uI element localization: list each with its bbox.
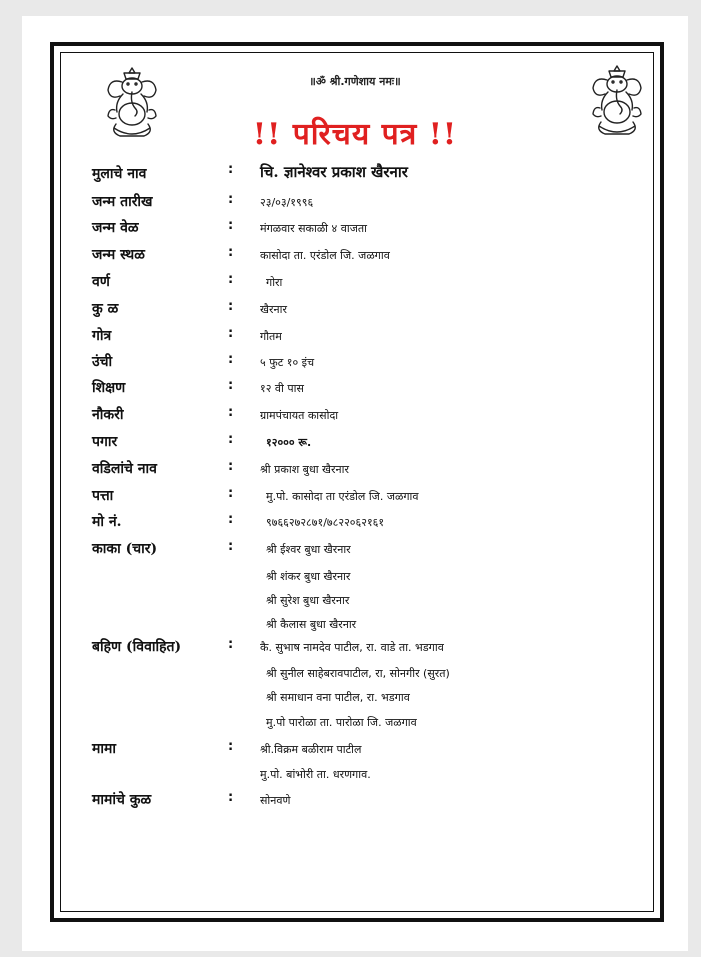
field-label: काका (चार) <box>92 541 158 557</box>
field-value: श्री.विक्रम बळीराम पाटील <box>260 743 362 756</box>
field-label: पगार <box>92 434 118 450</box>
field-value: कै. सुभाष नामदेव पाटील, रा. वाडे ता. भडगाव <box>260 641 444 654</box>
page-title: !! परिचय पत्र !! <box>252 117 458 152</box>
field-colon: : <box>228 405 234 420</box>
biodata-page <box>22 16 688 951</box>
field-value: ग्रामपंचायत कासोदा <box>260 409 339 422</box>
field-colon: : <box>228 378 234 393</box>
field-colon: : <box>228 326 234 341</box>
field-value: मु.पो. कासोदा ता एरंडोल जि. जळगाव <box>266 490 419 503</box>
field-value: श्री ईश्वर बुधा खैरनार <box>266 543 351 556</box>
field-label: पत्ता <box>92 488 114 504</box>
field-value: गोरा <box>266 276 283 289</box>
invocation-text: ॥ॐ श्री.गणेशाय नमः॥ <box>309 75 401 88</box>
field-colon: : <box>228 162 234 177</box>
field-value: श्री समाधान वना पाटील, रा. भडगाव <box>266 691 410 704</box>
field-value: सोनवणे <box>260 794 291 807</box>
field-value: कासोदा ता. एरंडोल जि. जळगाव <box>260 249 390 262</box>
field-colon: : <box>228 512 234 527</box>
field-colon: : <box>228 245 234 260</box>
field-colon: : <box>228 790 234 805</box>
field-label: गोत्र <box>92 328 112 344</box>
field-value: ९७६६२७२८७१/७८२२०६२१६१ <box>266 516 385 529</box>
field-colon: : <box>228 459 234 474</box>
field-value: मंगळवार सकाळी ४ वाजता <box>260 222 367 235</box>
field-value: ५ फुट १० इंच <box>260 356 315 369</box>
field-colon: : <box>228 192 234 207</box>
field-colon: : <box>228 432 234 447</box>
field-value: १२००० रू. <box>266 436 312 449</box>
field-label: शिक्षण <box>92 380 126 396</box>
field-value: मु.पो पारोळा ता. पारोळा जि. जळगाव <box>266 716 417 729</box>
field-label: जन्म स्थळ <box>92 247 145 263</box>
field-colon: : <box>228 739 234 754</box>
field-value: खैरनार <box>260 303 287 316</box>
field-colon: : <box>228 637 234 652</box>
field-value: चि. ज्ञानेश्वर प्रकाश खैरनार <box>260 163 408 181</box>
field-label: जन्म तारीख <box>92 194 153 210</box>
field-label: जन्म वेळ <box>92 220 139 236</box>
field-value: श्री प्रकाश बुधा खैरनार <box>260 463 350 476</box>
field-colon: : <box>228 272 234 287</box>
field-value: २३/०३/१९९६ <box>260 196 314 209</box>
field-colon: : <box>228 299 234 314</box>
field-colon: : <box>228 539 234 554</box>
field-label: मामांचे कुळ <box>92 792 152 808</box>
field-value: १२ वी पास <box>260 382 304 395</box>
field-label: वर्ण <box>92 274 110 290</box>
field-label: मामा <box>92 741 116 757</box>
field-label: बहिण (विवाहित) <box>92 639 182 655</box>
field-label: कु ळ <box>92 301 119 317</box>
field-value: मु.पो. बांभोरी ता. धरणगाव. <box>260 768 371 781</box>
field-colon: : <box>228 218 234 233</box>
field-value: श्री सुनील साहेबरावपाटील, रा, सोनगीर (सुरत) <box>266 667 450 680</box>
field-value: श्री शंकर बुधा खैरनार <box>266 570 351 583</box>
field-label: नौकरी <box>92 407 124 423</box>
field-value: श्री कैलास बुधा खैरनार <box>266 618 357 631</box>
field-label: मुलाचे नाव <box>92 166 147 182</box>
field-value: श्री सुरेश बुधा खैरनार <box>266 594 350 607</box>
field-colon: : <box>228 486 234 501</box>
field-value: गौतम <box>260 330 282 343</box>
field-label: वडिलांचे नाव <box>92 461 157 477</box>
field-label: मो नं. <box>92 514 122 530</box>
field-colon: : <box>228 352 234 367</box>
field-label: उंची <box>92 354 113 370</box>
